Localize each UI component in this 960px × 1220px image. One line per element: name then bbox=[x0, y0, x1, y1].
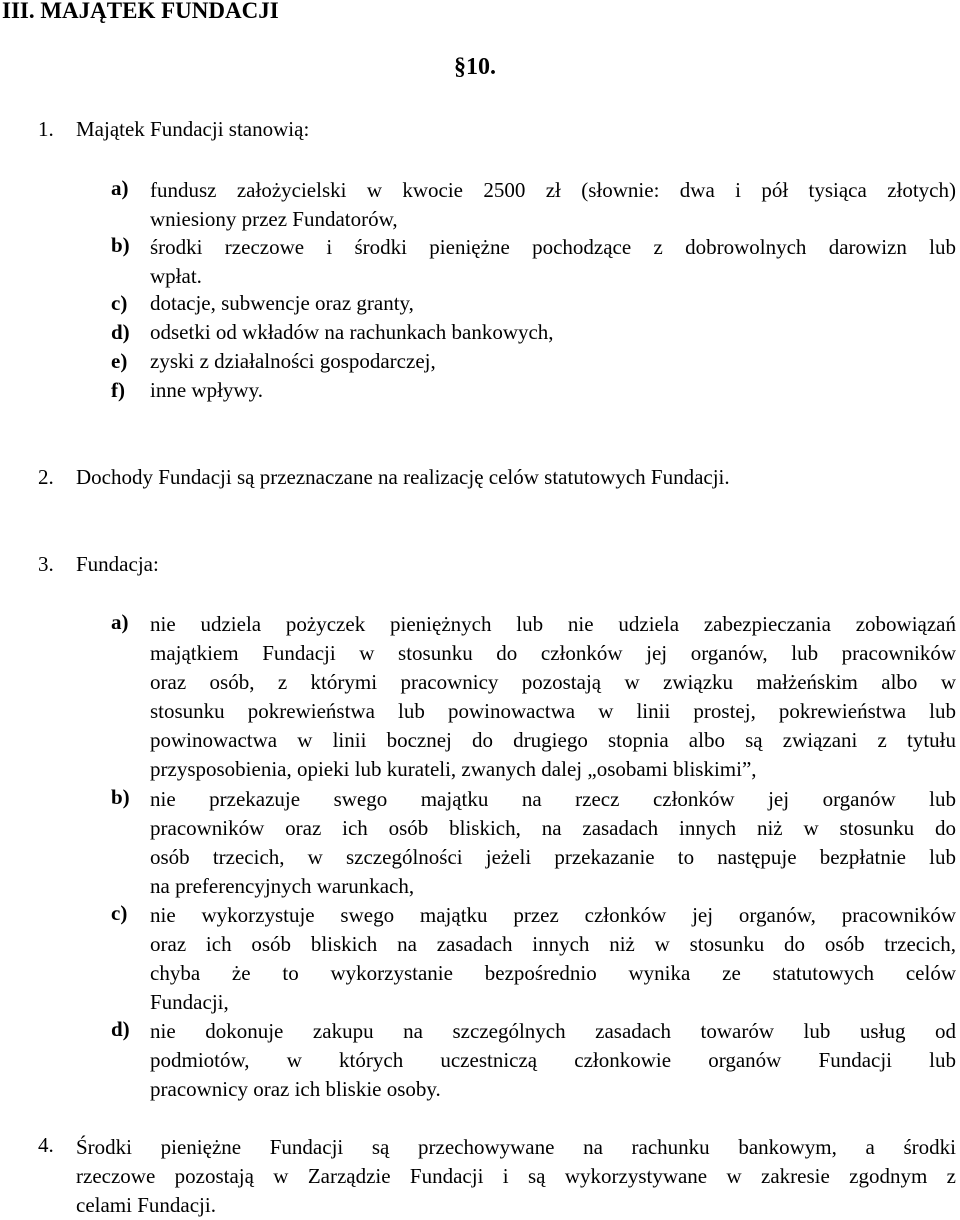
text-line: celami Fundacji. bbox=[76, 1193, 216, 1218]
point-4-number: 4. bbox=[38, 1133, 54, 1157]
p1-item-b-label: b) bbox=[111, 233, 130, 257]
text-line: chyba że to wykorzystanie bezpośrednio wynika ze statutowych celów bbox=[150, 961, 956, 986]
text-line: powinowactwa w linii bocznej do drugiego stopnia albo są związani z tytułu bbox=[150, 728, 956, 753]
text-line: podmiotów, w których uczestniczą członkowie organów Fundacji lub bbox=[150, 1048, 956, 1073]
section-title: III. MAJĄTEK FUNDACJI bbox=[2, 0, 279, 23]
p3-item-b-label: b) bbox=[111, 785, 130, 809]
point-1-intro: Majątek Fundacji stanowią: bbox=[76, 117, 310, 141]
p1-item-e-text: zyski z działalności gospodarczej, bbox=[150, 349, 436, 373]
text-line: majątkiem Fundacji w stosunku do członków jej organów, lub pracowników bbox=[150, 641, 956, 666]
text-line: Fundacji, bbox=[150, 990, 229, 1015]
p1-item-f-label: f) bbox=[111, 378, 125, 402]
p1-item-c-text: dotacje, subwencje oraz granty, bbox=[150, 291, 414, 315]
point-3-number: 3. bbox=[38, 552, 54, 576]
text-line: rzeczowe pozostają w Zarządzie Fundacji i są wykorzystywane w zakresie zgodnym z bbox=[76, 1164, 956, 1189]
point-1-number: 1. bbox=[38, 117, 54, 141]
p1-item-a-text bbox=[150, 176, 956, 234]
p3-item-a-text bbox=[150, 610, 956, 785]
p1-item-c-label: c) bbox=[111, 291, 128, 315]
text-line: wniesiony przez Fundatorów, bbox=[150, 207, 398, 232]
point-2-text: Dochody Fundacji są przeznaczane na realizację celów statutowych Fundacji. bbox=[76, 465, 730, 489]
text-line: fundusz założycielski w kwocie 2500 zł (słownie: dwa i pół tysiąca złotych) bbox=[150, 178, 956, 202]
p1-item-b-text bbox=[150, 233, 956, 291]
p3-item-a-label: a) bbox=[111, 610, 129, 634]
text-line: Środki pieniężne Fundacji są przechowywane na rachunku bankowym, a środki bbox=[76, 1135, 956, 1159]
point-2-number: 2. bbox=[38, 465, 54, 489]
p3-item-d-text bbox=[150, 1017, 956, 1104]
p3-item-c-label: c) bbox=[111, 901, 128, 925]
paragraph-number: §10. bbox=[454, 54, 496, 80]
text-line: oraz ich osób bliskich na zasadach innych niż w stosunku do osób trzecich, bbox=[150, 932, 956, 957]
text-line: pracownicy oraz ich bliskie osoby. bbox=[150, 1077, 441, 1102]
text-line: nie wykorzystuje swego majątku przez członków jej organów, pracowników bbox=[150, 903, 956, 927]
p3-item-d-label: d) bbox=[111, 1017, 130, 1041]
text-line: środki rzeczowe i środki pieniężne pochodzące z dobrowolnych darowizn lub bbox=[150, 235, 956, 259]
text-line: oraz osób, z którymi pracownicy pozostają w związku małżeńskim albo w bbox=[150, 670, 956, 695]
point-3-intro: Fundacja: bbox=[76, 552, 159, 576]
text-line: na preferencyjnych warunkach, bbox=[150, 874, 415, 899]
p3-item-b-text bbox=[150, 785, 956, 901]
text-line: wpłat. bbox=[150, 264, 202, 289]
text-line: przysposobienia, opieki lub kurateli, zwanych dalej „osobami bliskimi”, bbox=[150, 757, 757, 782]
text-line: nie dokonuje zakupu na szczególnych zasadach towarów lub usług od bbox=[150, 1019, 956, 1043]
text-line: pracowników oraz ich osób bliskich, na zasadach innych niż w stosunku do bbox=[150, 816, 956, 841]
point-4-text bbox=[76, 1133, 956, 1220]
p1-item-a-label: a) bbox=[111, 176, 129, 200]
p3-item-c-text bbox=[150, 901, 956, 1017]
p1-item-f-text: inne wpływy. bbox=[150, 378, 263, 402]
text-line: stosunku pokrewieństwa lub powinowactwa w linii prostej, pokrewieństwa lub bbox=[150, 699, 956, 724]
text-line: nie przekazuje swego majątku na rzecz członków jej organów lub bbox=[150, 787, 956, 811]
text-line: nie udziela pożyczek pieniężnych lub nie udziela zabezpieczania zobowiązań bbox=[150, 612, 956, 636]
p1-item-d-text: odsetki od wkładów na rachunkach bankowych, bbox=[150, 320, 554, 344]
p1-item-e-label: e) bbox=[111, 349, 128, 373]
p1-item-d-label: d) bbox=[111, 320, 130, 344]
text-line: osób trzecich, w szczególności jeżeli przekazanie to następuje bezpłatnie lub bbox=[150, 845, 956, 870]
